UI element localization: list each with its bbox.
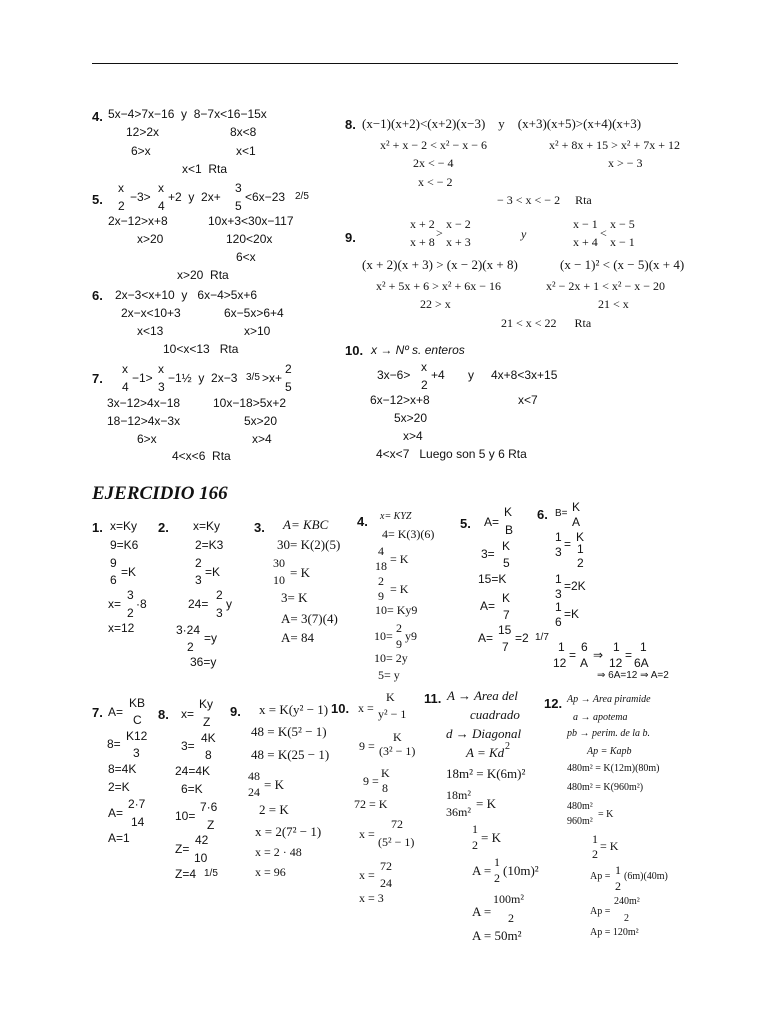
math-line: 10= 2y — [374, 651, 408, 665]
math-line: x=Ky — [193, 519, 221, 533]
math-line: 960m² — [567, 816, 593, 827]
math-line: = K — [390, 582, 409, 596]
math-line: <6x−23 — [245, 190, 286, 204]
math-line: A= — [480, 599, 496, 613]
math-line: x = 2(7² − 1) — [255, 824, 322, 839]
math-line: (3² − 1) — [379, 744, 416, 758]
math-line: 6x−5x>6+4 — [224, 306, 284, 320]
math-line: 9 — [110, 556, 117, 570]
math-line: 9 — [378, 589, 384, 603]
math-line: 3= — [481, 547, 495, 561]
math-line: Ky — [199, 697, 214, 711]
math-line: − 3 < x < − 2 Rta — [497, 193, 592, 207]
math-line: x<13 — [137, 324, 164, 338]
math-line: = K — [600, 839, 619, 853]
math-line: x + 4 — [573, 235, 598, 249]
math-line: 9 = — [363, 774, 379, 788]
math-line: = K — [290, 565, 310, 580]
math-line: x = 2 · 48 — [255, 845, 302, 859]
math-line: x = — [358, 701, 374, 715]
math-line: x → Nº s. enteros — [371, 343, 465, 357]
problem-number: 8. — [345, 117, 356, 132]
math-line: 480m² = K(12m)(80m) — [567, 763, 660, 774]
math-line: A= — [478, 631, 494, 645]
math-line: pb → perim. de la b. — [567, 728, 651, 739]
math-line: Z=4 — [175, 867, 197, 881]
math-line: 6 — [555, 615, 562, 629]
math-line: (x + 2)(x + 3) > (x − 2)(x + 8) — [362, 257, 518, 272]
math-line: < — [600, 226, 607, 240]
math-line: x < − 2 — [418, 175, 453, 189]
math-line: 72 — [391, 817, 403, 831]
math-line: x= — [181, 707, 195, 721]
problem-number: 10. — [345, 343, 364, 358]
math-line: 3 — [555, 545, 562, 559]
math-line: x>10 — [244, 324, 271, 338]
math-line: 36=y — [190, 655, 217, 669]
problem-number: 7. — [92, 371, 103, 386]
problem-number: 5. — [460, 516, 471, 531]
math-line: +2 y 2x+ — [168, 190, 221, 204]
math-line: (5² − 1) — [378, 835, 415, 849]
math-line: 3x−6> — [377, 368, 411, 382]
math-line: 21 < x < 22 Rta — [501, 316, 592, 330]
math-line: x − 2 — [446, 217, 471, 231]
math-line: 3 — [133, 746, 140, 760]
math-line: 18m² — [446, 788, 471, 802]
problem-number: 9. — [230, 704, 241, 719]
math-line: −1½ y 2x−3 — [168, 371, 238, 385]
math-line: 18m² = K(6m)² — [446, 766, 526, 781]
math-line: 8 — [382, 781, 388, 795]
problem-number: 4. — [92, 109, 103, 124]
math-line: 2x−x<10+3 — [121, 306, 181, 320]
math-line: = K — [598, 809, 614, 820]
problem-number: 3. — [254, 520, 265, 535]
math-line: (10m)² — [503, 863, 539, 878]
math-line: 480m² = K(960m²) — [567, 782, 644, 793]
math-line: 7·6 — [200, 800, 218, 814]
math-line: 9=K6 — [110, 538, 139, 552]
math-line: x — [421, 360, 427, 374]
math-line: 6A — [634, 656, 649, 670]
math-line: 3 — [127, 588, 134, 602]
math-line: x<1 Rta — [182, 162, 228, 176]
math-line: A = 50m² — [472, 928, 522, 943]
math-line: 5= y — [378, 668, 400, 682]
math-line: 3 — [555, 587, 562, 601]
top-rule — [92, 63, 678, 64]
math-line: x + 8 — [410, 235, 435, 249]
math-line: K — [502, 539, 511, 553]
math-line: 21 < x — [598, 297, 629, 311]
math-line: 1/7 — [535, 632, 549, 643]
math-line: 10<x<13 Rta — [163, 342, 239, 356]
math-line: K — [504, 505, 513, 519]
math-line: 1 — [558, 640, 565, 654]
problem-number: 7. — [92, 705, 103, 720]
math-line: x − 1 — [610, 235, 635, 249]
math-line: 48 = K(5² − 1) — [251, 724, 327, 739]
math-line: K — [386, 690, 395, 704]
math-line: Ap → Area piramide — [567, 694, 651, 705]
math-line: 6 — [110, 573, 117, 587]
math-line: cuadrado — [470, 707, 520, 722]
math-line: 6x−12>x+8 — [370, 393, 430, 407]
math-line: 5 — [285, 380, 292, 394]
math-line: K — [502, 591, 511, 605]
math-line: 10x+3<30x−117 — [208, 214, 294, 228]
math-line: y — [521, 227, 527, 241]
math-line: A = Kd — [466, 745, 505, 760]
math-line: x² + 5x + 6 > x² + 6x − 16 — [376, 279, 502, 293]
math-line: (6m)(40m) — [624, 871, 668, 882]
math-line: 2 — [195, 556, 202, 570]
math-line: 7 — [502, 640, 509, 654]
math-line: 8x<8 — [230, 125, 257, 139]
math-line: x = 96 — [255, 865, 286, 879]
math-line: x — [118, 181, 124, 195]
math-line: 8=4K — [108, 762, 137, 776]
math-line: ·8 — [136, 597, 147, 611]
math-line: 24= — [188, 597, 209, 611]
math-line: 8= — [107, 737, 121, 751]
math-line: y² − 1 — [378, 707, 407, 721]
math-line: 12>2x — [126, 125, 160, 139]
math-line: 2 — [472, 838, 478, 852]
math-line: Ap = — [590, 906, 611, 917]
math-line: 2 — [505, 741, 510, 752]
math-line: 42 — [195, 833, 209, 847]
math-line: x>20 — [137, 232, 164, 246]
math-line: 1 — [555, 530, 562, 544]
math-line: 4<x<7 Luego son 5 y 6 Rta — [376, 447, 527, 461]
math-line: 2/5 — [295, 191, 309, 202]
math-line: 1/5 — [204, 868, 218, 879]
math-line: A= — [108, 806, 124, 820]
math-line: 3x−12>4x−18 — [107, 396, 181, 410]
math-line: 4 — [122, 380, 129, 394]
math-line: Z — [203, 715, 211, 729]
math-line: C — [133, 713, 142, 727]
math-line: 2 — [624, 913, 629, 924]
math-line: x — [122, 362, 128, 376]
math-line: x>4 — [403, 429, 423, 443]
math-line: K12 — [126, 729, 148, 743]
math-line: 3 — [235, 181, 242, 195]
math-line: −1> — [132, 371, 153, 385]
math-line: 14 — [131, 815, 145, 829]
math-line: A= 84 — [281, 630, 314, 645]
math-line: 22 > x — [420, 297, 451, 311]
math-line: 3 — [216, 606, 223, 620]
math-line: =y — [204, 631, 218, 645]
section-heading: EJERCIDIO 166 — [92, 483, 228, 504]
math-line: Ap = Kapb — [587, 746, 632, 757]
math-line: 18−12>4x−3x — [107, 414, 181, 428]
math-line: 36m² — [446, 805, 471, 819]
math-line: 3= — [181, 739, 195, 753]
math-line: = — [564, 537, 572, 551]
math-line: 1 — [494, 855, 500, 869]
math-line: A= — [108, 705, 124, 719]
math-line: 6>x — [131, 144, 151, 158]
math-line: a → apotema — [573, 712, 628, 723]
math-line: 24 — [248, 785, 260, 799]
math-line: x = — [359, 827, 375, 841]
math-line: = K — [481, 830, 501, 845]
math-line: = — [625, 648, 633, 662]
math-line: 48 = K(25 − 1) — [251, 747, 330, 762]
math-line: 8 — [205, 748, 212, 762]
math-line: 2=K — [108, 780, 130, 794]
math-line: 15 — [498, 623, 512, 637]
math-line: > — [436, 226, 443, 240]
math-line: A= — [484, 515, 500, 529]
math-line: 2 — [216, 588, 223, 602]
math-line: 10= Ky9 — [375, 603, 418, 617]
math-line: 120<20x — [226, 232, 273, 246]
math-line: 100m² — [493, 892, 524, 906]
math-line: (x − 1)² < (x − 5)(x + 4) — [560, 257, 685, 272]
problem-number: 9. — [345, 230, 356, 245]
problem-number: 11. — [424, 691, 442, 706]
math-line: 24 — [380, 876, 392, 890]
math-line: A = — [472, 863, 492, 878]
math-line: ⇒ 6A=12 ⇒ A=2 — [597, 670, 669, 681]
math-line: 3 — [195, 573, 202, 587]
math-line: Z — [207, 818, 215, 832]
math-line: x − 5 — [610, 217, 635, 231]
math-line: A=1 — [108, 831, 130, 845]
math-line: 2 — [118, 199, 125, 213]
math-line: 2 — [592, 847, 598, 861]
math-line: 5x>20 — [394, 411, 428, 425]
problem-number: 10. — [331, 701, 350, 716]
problem-number: 12. — [544, 696, 563, 711]
math-line: d → Diagonal — [446, 726, 522, 741]
math-line: 240m² — [614, 896, 640, 907]
problem-number: 8. — [158, 707, 169, 722]
math-line: 6<x — [236, 250, 256, 264]
math-line: 2 — [508, 911, 514, 925]
problem-number: 6. — [92, 288, 103, 303]
math-line: 2=K3 — [195, 538, 224, 552]
math-line: 12 — [553, 656, 567, 670]
math-line: 2 — [615, 879, 621, 893]
problem-number: 2. — [158, 520, 169, 535]
problem-number: 6. — [537, 507, 548, 522]
math-line: = K — [390, 552, 409, 566]
math-line: 2 — [187, 640, 194, 654]
math-line: 72 = K — [354, 797, 388, 811]
math-line: ⇒ — [593, 648, 604, 662]
math-line: 2x < − 4 — [413, 156, 454, 170]
math-line: 480m² — [567, 801, 593, 812]
math-line: 18 — [375, 559, 387, 573]
math-line: 48 — [248, 769, 260, 783]
math-line: x = K(y² − 1) — [259, 702, 329, 717]
math-line: 2x−3<x+10 y 6x−4>5x+6 — [115, 288, 258, 302]
math-line: x − 1 — [573, 217, 598, 231]
math-line: 2 = K — [259, 802, 289, 817]
math-line: 72 — [380, 859, 392, 873]
math-line: 3 — [158, 380, 165, 394]
math-line: =2 — [515, 631, 529, 645]
math-line: A → Area del — [447, 688, 518, 703]
math-line: 2 — [378, 574, 384, 588]
math-line: 3/5 — [246, 372, 260, 383]
math-line: 7 — [503, 608, 510, 622]
math-line: 5 — [235, 199, 242, 213]
math-line: x<1 — [236, 144, 256, 158]
math-line: y — [226, 597, 232, 611]
math-line: 5x−4>7x−16 y 8−7x<16−15x — [108, 107, 267, 121]
math-line: 5x>20 — [244, 414, 278, 428]
math-line: K — [393, 730, 402, 744]
math-line: x = 3 — [359, 891, 384, 905]
math-line: +4 — [431, 368, 445, 382]
math-line: 24=4K — [175, 764, 211, 778]
math-line: x² + x − 2 < x² − x − 6 — [380, 138, 488, 152]
math-line: 2 — [396, 621, 402, 635]
math-line: KB — [129, 696, 146, 710]
math-line: 10 — [194, 851, 208, 865]
math-line: x + 3 — [446, 235, 471, 249]
math-line: 4x+8<3x+15 — [491, 368, 558, 382]
math-line: x= KYZ — [380, 511, 412, 522]
math-line: =K — [121, 565, 137, 579]
math-line: 9 — [396, 637, 402, 651]
math-line: 1 — [555, 572, 562, 586]
math-line: 5 — [503, 556, 510, 570]
math-line: x>4 — [252, 432, 272, 446]
math-line: x² + 8x + 15 > x² + 7x + 12 — [549, 138, 681, 152]
math-line: 1 — [577, 542, 584, 556]
problem-number: 4. — [357, 514, 368, 529]
math-line: Ap = 120m² — [590, 927, 639, 938]
math-line: 1 — [592, 832, 598, 846]
math-line: 1 — [472, 822, 478, 836]
math-line: x>20 Rta — [177, 268, 229, 282]
math-line: 10x−18>5x+2 — [213, 396, 287, 410]
math-line: 10= — [374, 629, 393, 643]
math-line: K — [572, 500, 581, 514]
math-line: (x−1)(x+2)<(x+2)(x−3) y (x+3)(x+5)>(x+4)(x+3) — [362, 116, 642, 131]
math-line: 1 — [555, 600, 562, 614]
problem-number: 5. — [92, 192, 103, 207]
math-line: A= 3(7)(4) — [281, 611, 338, 626]
math-line: x= — [108, 597, 122, 611]
math-line: y — [468, 368, 474, 382]
math-line: A = — [472, 904, 492, 919]
math-line: 10= — [175, 809, 196, 823]
math-line: 10 — [273, 573, 285, 587]
math-line: Ap = — [590, 871, 611, 882]
math-line: x = — [359, 868, 375, 882]
math-line: 4 — [378, 544, 384, 558]
math-line: B= — [555, 508, 568, 519]
math-line: 2x−12>x+8 — [108, 214, 168, 228]
math-line: 2 — [421, 378, 428, 392]
math-line: >x+ — [262, 371, 283, 385]
math-line: x=12 — [108, 621, 135, 635]
math-line: 2·7 — [128, 797, 146, 811]
math-line: 3= K — [281, 590, 308, 605]
math-line: 6 — [581, 640, 588, 654]
math-line: K — [576, 530, 585, 544]
math-line: 9 = — [359, 739, 375, 753]
math-line: x=Ky — [110, 519, 138, 533]
math-line: x > − 3 — [608, 156, 643, 170]
math-line: 2 — [127, 606, 134, 620]
math-line: 12 — [609, 656, 623, 670]
math-line: 4<x<6 Rta — [172, 449, 231, 463]
math-line: 1 — [613, 640, 620, 654]
math-line: K — [381, 766, 390, 780]
math-line: 30 — [273, 556, 285, 570]
math-line: x + 2 — [410, 217, 435, 231]
math-line: 1 — [615, 863, 621, 877]
math-line: 6>x — [137, 432, 157, 446]
math-line: = K — [264, 777, 284, 792]
math-line: 30= K(2)(5) — [277, 537, 341, 552]
math-line: x — [158, 362, 164, 376]
math-line: 4 — [158, 199, 165, 213]
math-line: B — [505, 523, 514, 537]
math-line: 4K — [201, 731, 216, 745]
math-line: 2 — [577, 556, 584, 570]
math-line: = — [569, 648, 577, 662]
math-line: −3> — [130, 190, 151, 204]
math-line: 1 — [640, 640, 647, 654]
math-line: x — [158, 181, 164, 195]
math-line: Z= — [175, 842, 190, 856]
math-line: x² − 2x + 1 < x² − x − 20 — [546, 279, 666, 293]
math-line: 4= K(3)(6) — [382, 527, 435, 541]
math-line: y9 — [405, 629, 417, 643]
math-line: 2 — [494, 871, 500, 885]
math-line: 2 — [285, 362, 292, 376]
math-line: A= KBC — [283, 517, 329, 532]
math-line: A — [580, 656, 589, 670]
math-line: =K — [205, 565, 221, 579]
problem-number: 1. — [92, 520, 103, 535]
math-line: 6=K — [181, 782, 203, 796]
math-line: x<7 — [518, 393, 538, 407]
math-line: = K — [476, 796, 496, 811]
math-line: 15=K — [478, 572, 507, 586]
math-line: 3·24 — [176, 623, 201, 637]
math-line: =K — [564, 607, 580, 621]
math-line: A — [572, 515, 581, 529]
math-line: =2K — [564, 579, 586, 593]
